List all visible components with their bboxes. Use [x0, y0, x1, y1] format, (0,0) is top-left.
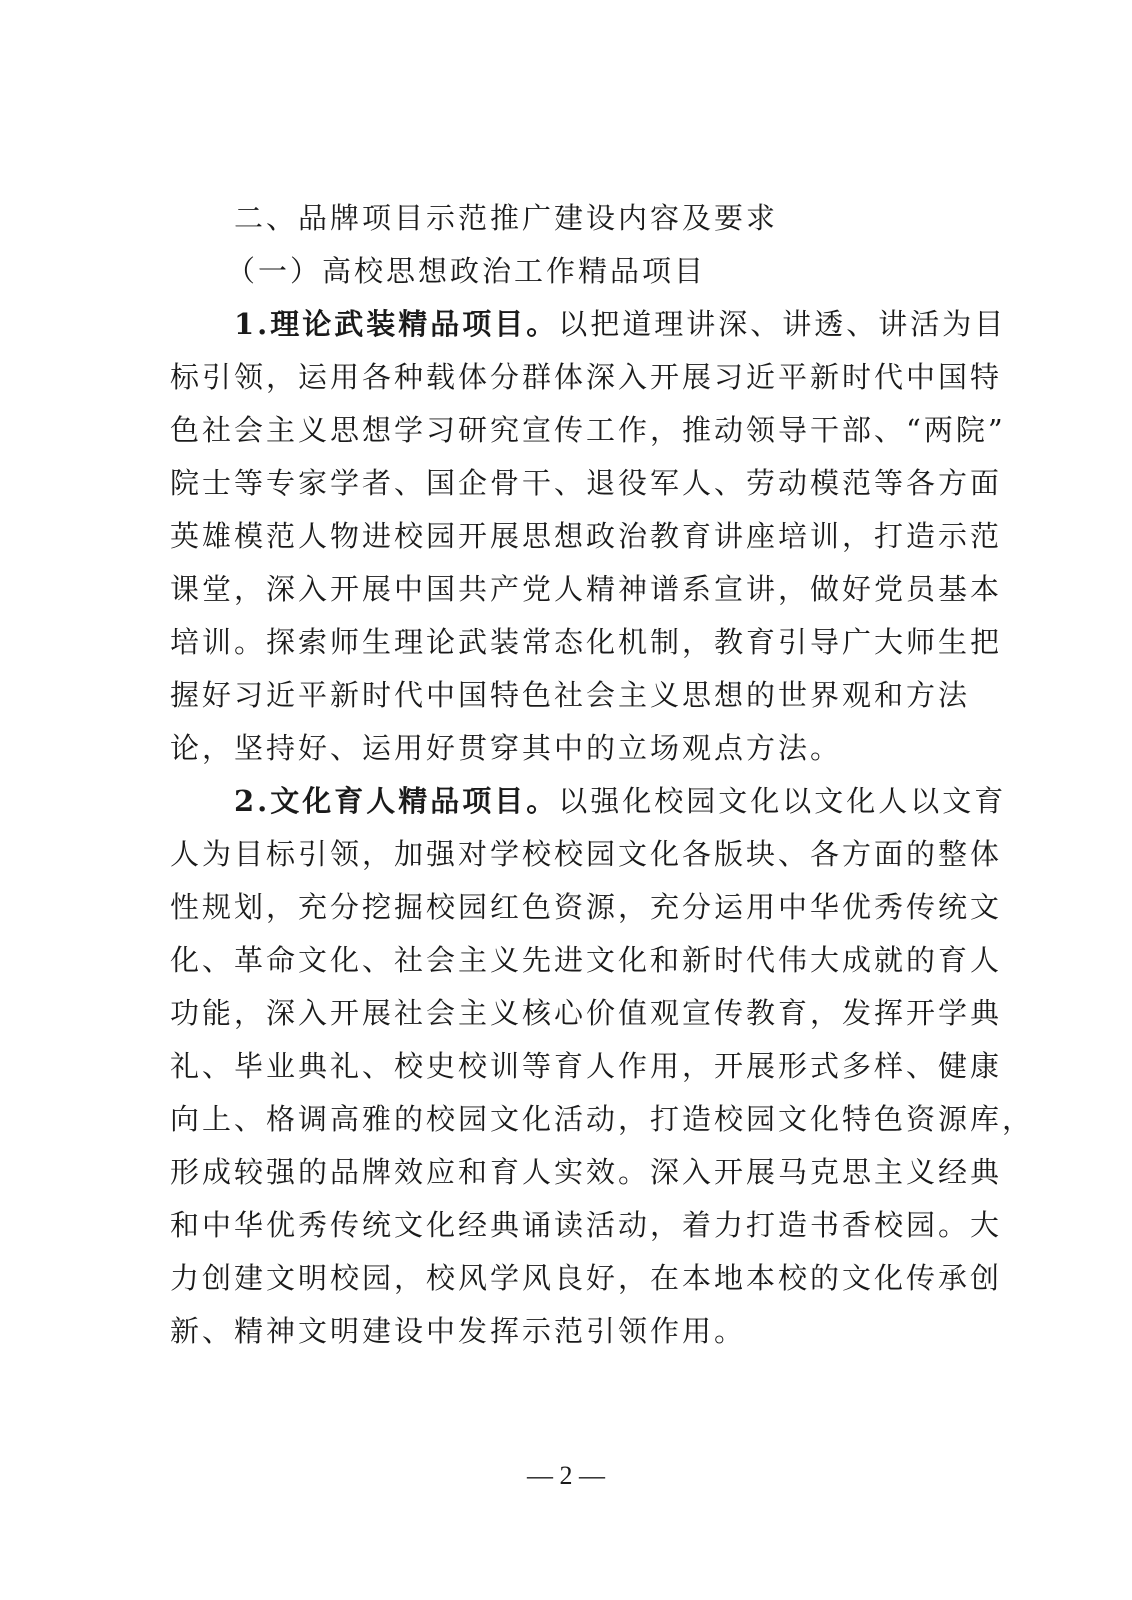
item-1-title: 1.理论武装精品项目。: [234, 307, 559, 341]
paragraph-line: 课堂，深入开展中国共产党人精神谱系宣讲，做好党员基本: [170, 572, 1003, 606]
paragraph-line: 功能，深入开展社会主义核心价值观宣传教育，发挥开学典: [170, 996, 1003, 1030]
paragraph-line: 和中华优秀传统文化经典诵读活动，着力打造书香校园。大: [170, 1208, 1003, 1242]
item-1-text: 以把道理讲深、讲透、讲活为目: [558, 307, 1007, 341]
paragraph-line: 向上、格调高雅的校园文化活动，打造校园文化特色资源库，: [170, 1102, 1035, 1136]
paragraph-line: 力创建文明校园，校风学风良好，在本地本校的文化传承创: [170, 1261, 1003, 1295]
paragraph-line: 院士等专家学者、国企骨干、退役军人、劳动模范等各方面: [170, 466, 1003, 500]
paragraph-line: 色社会主义思想学习研究宣传工作，推动领导干部、“两院”: [170, 413, 1006, 447]
paragraph-line: 性规划，充分挖掘校园红色资源，充分运用中华优秀传统文: [170, 890, 1003, 924]
paragraph-line: 英雄模范人物进校园开展思想政治教育讲座培训，打造示范: [170, 519, 1003, 553]
paragraph-line: 形成较强的品牌效应和育人实效。深入开展马克思主义经典: [170, 1155, 1003, 1189]
item-1-first-line: [234, 304, 1024, 344]
paragraph-line: 新、精神文明建设中发挥示范引领作用。: [170, 1314, 747, 1348]
section-heading: 二、品牌项目示范推广建设内容及要求: [234, 201, 779, 235]
item-2-text: 以强化校园文化以文化人以文育: [558, 784, 1007, 818]
paragraph-line: 握好习近平新时代中国特色社会主义思想的世界观和方法: [170, 678, 971, 712]
subsection-heading: （一）高校思想政治工作精品项目: [226, 254, 707, 288]
page-number: — 2 —: [527, 1461, 605, 1490]
paragraph-line: 人为目标引领，加强对学校校园文化各版块、各方面的整体: [170, 837, 1003, 871]
item-2-title: 2.文化育人精品项目。: [234, 784, 559, 818]
paragraph-line: 化、革命文化、社会主义先进文化和新时代伟大成就的育人: [170, 943, 1003, 977]
item-2-first-line: [234, 781, 1024, 821]
paragraph-line: 标引领，运用各种载体分群体深入开展习近平新时代中国特: [170, 360, 1003, 394]
paragraph-line: 礼、毕业典礼、校史校训等育人作用，开展形式多样、健康: [170, 1049, 1003, 1083]
paragraph-line: 论，坚持好、运用好贯穿其中的立场观点方法。: [170, 731, 843, 765]
paragraph-line: 培训。探索师生理论武装常态化机制，教育引导广大师生把: [170, 625, 1003, 659]
